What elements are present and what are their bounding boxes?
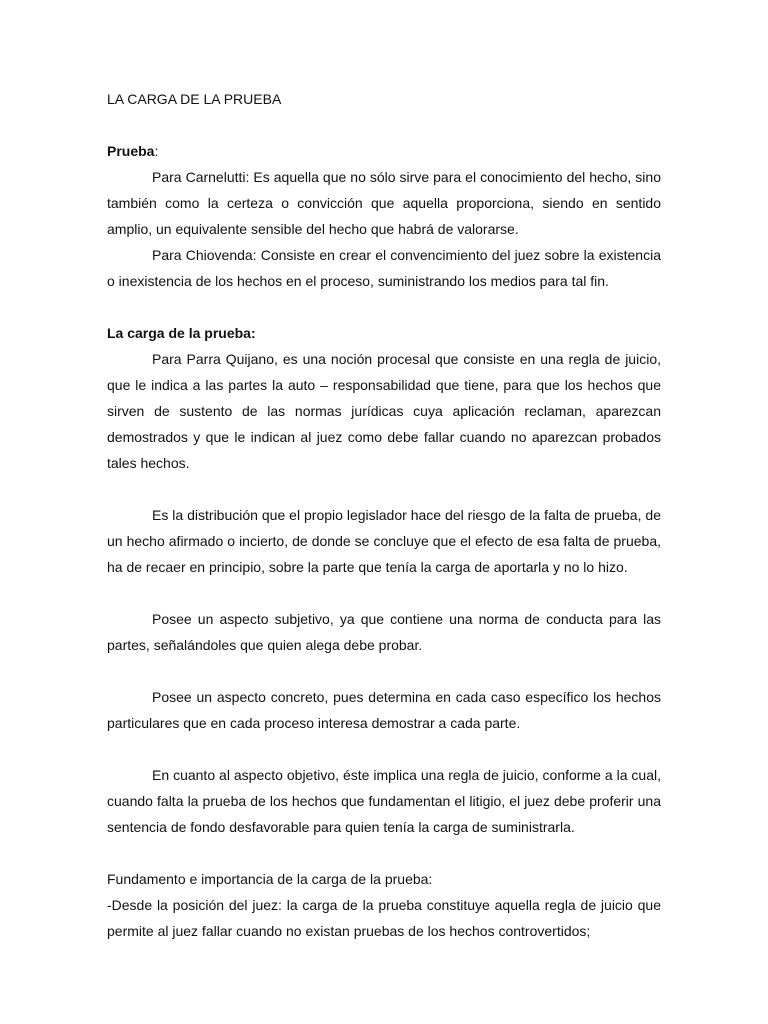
document-body bbox=[107, 86, 661, 944]
carga-heading bbox=[107, 320, 661, 346]
carga-paragraph-5: En cuanto al aspecto objetivo, éste implica una regla de juicio, conforme a la cual, cuando falta la prueba de los hechos que fundamentan el litigio, el juez debe proferir una sentencia de fondo desfavorable para quien tenía la carga de suministrarla. bbox=[107, 767, 661, 835]
prueba-heading bbox=[107, 138, 661, 164]
carga-paragraph-1: Para Parra Quijano, es una noción procesal que consiste en una regla de juicio, que le indica a las partes la auto – responsabilidad que tiene, para que los hechos que sirven de sustento de las normas jurídicas cuya aplicación reclaman, aparezcan demostrados y que le indican al juez como debe fallar cuando no aparezcan probados tales hechos. bbox=[107, 351, 661, 471]
carga-heading-bold: La carga de la prueba: bbox=[107, 325, 256, 341]
carga-paragraph-2: Es la distribución que el propio legislador hace del riesgo de la falta de prueba, de un hecho afirmado o incierto, de donde se concluye que el efecto de esa falta de prueba, ha de recaer en principio, sobre la parte que tenía la carga de aportarla y no lo hizo. bbox=[107, 507, 661, 575]
carga-paragraph-4: Posee un aspecto concreto, pues determina en cada caso específico los hechos particulares que en cada proceso interesa demostrar a cada parte. bbox=[107, 689, 661, 731]
prueba-heading-colon: : bbox=[154, 143, 159, 159]
prueba-heading-bold: Prueba bbox=[107, 143, 155, 159]
fundamento-paragraph-1: -Desde la posición del juez: la carga de la prueba constituye aquella regla de juicio que permite al juez fallar cuando no existan pruebas de los hechos controvertidos; bbox=[107, 897, 661, 939]
carga-paragraph-3: Posee un aspecto subjetivo, ya que contiene una norma de conducta para las partes, señalándoles que quien alega debe probar. bbox=[107, 611, 661, 653]
fundamento-heading: Fundamento e importancia de la carga de la prueba: bbox=[107, 871, 433, 887]
prueba-paragraph-chiovenda: Para Chiovenda: Consiste en crear el convencimiento del juez sobre la existencia o inexistencia de los hechos en el proceso, suministrando los medios para tal fin. bbox=[107, 247, 661, 289]
document-title: LA CARGA DE LA PRUEBA bbox=[107, 91, 282, 107]
prueba-paragraph-carnelutti: Para Carnelutti: Es aquella que no sólo sirve para el conocimiento del hecho, sino también como la certeza o convicción que aquella proporciona, siendo en sentido amplio, un equivalente sensible del hecho que habrá de valorarse. bbox=[107, 169, 661, 237]
